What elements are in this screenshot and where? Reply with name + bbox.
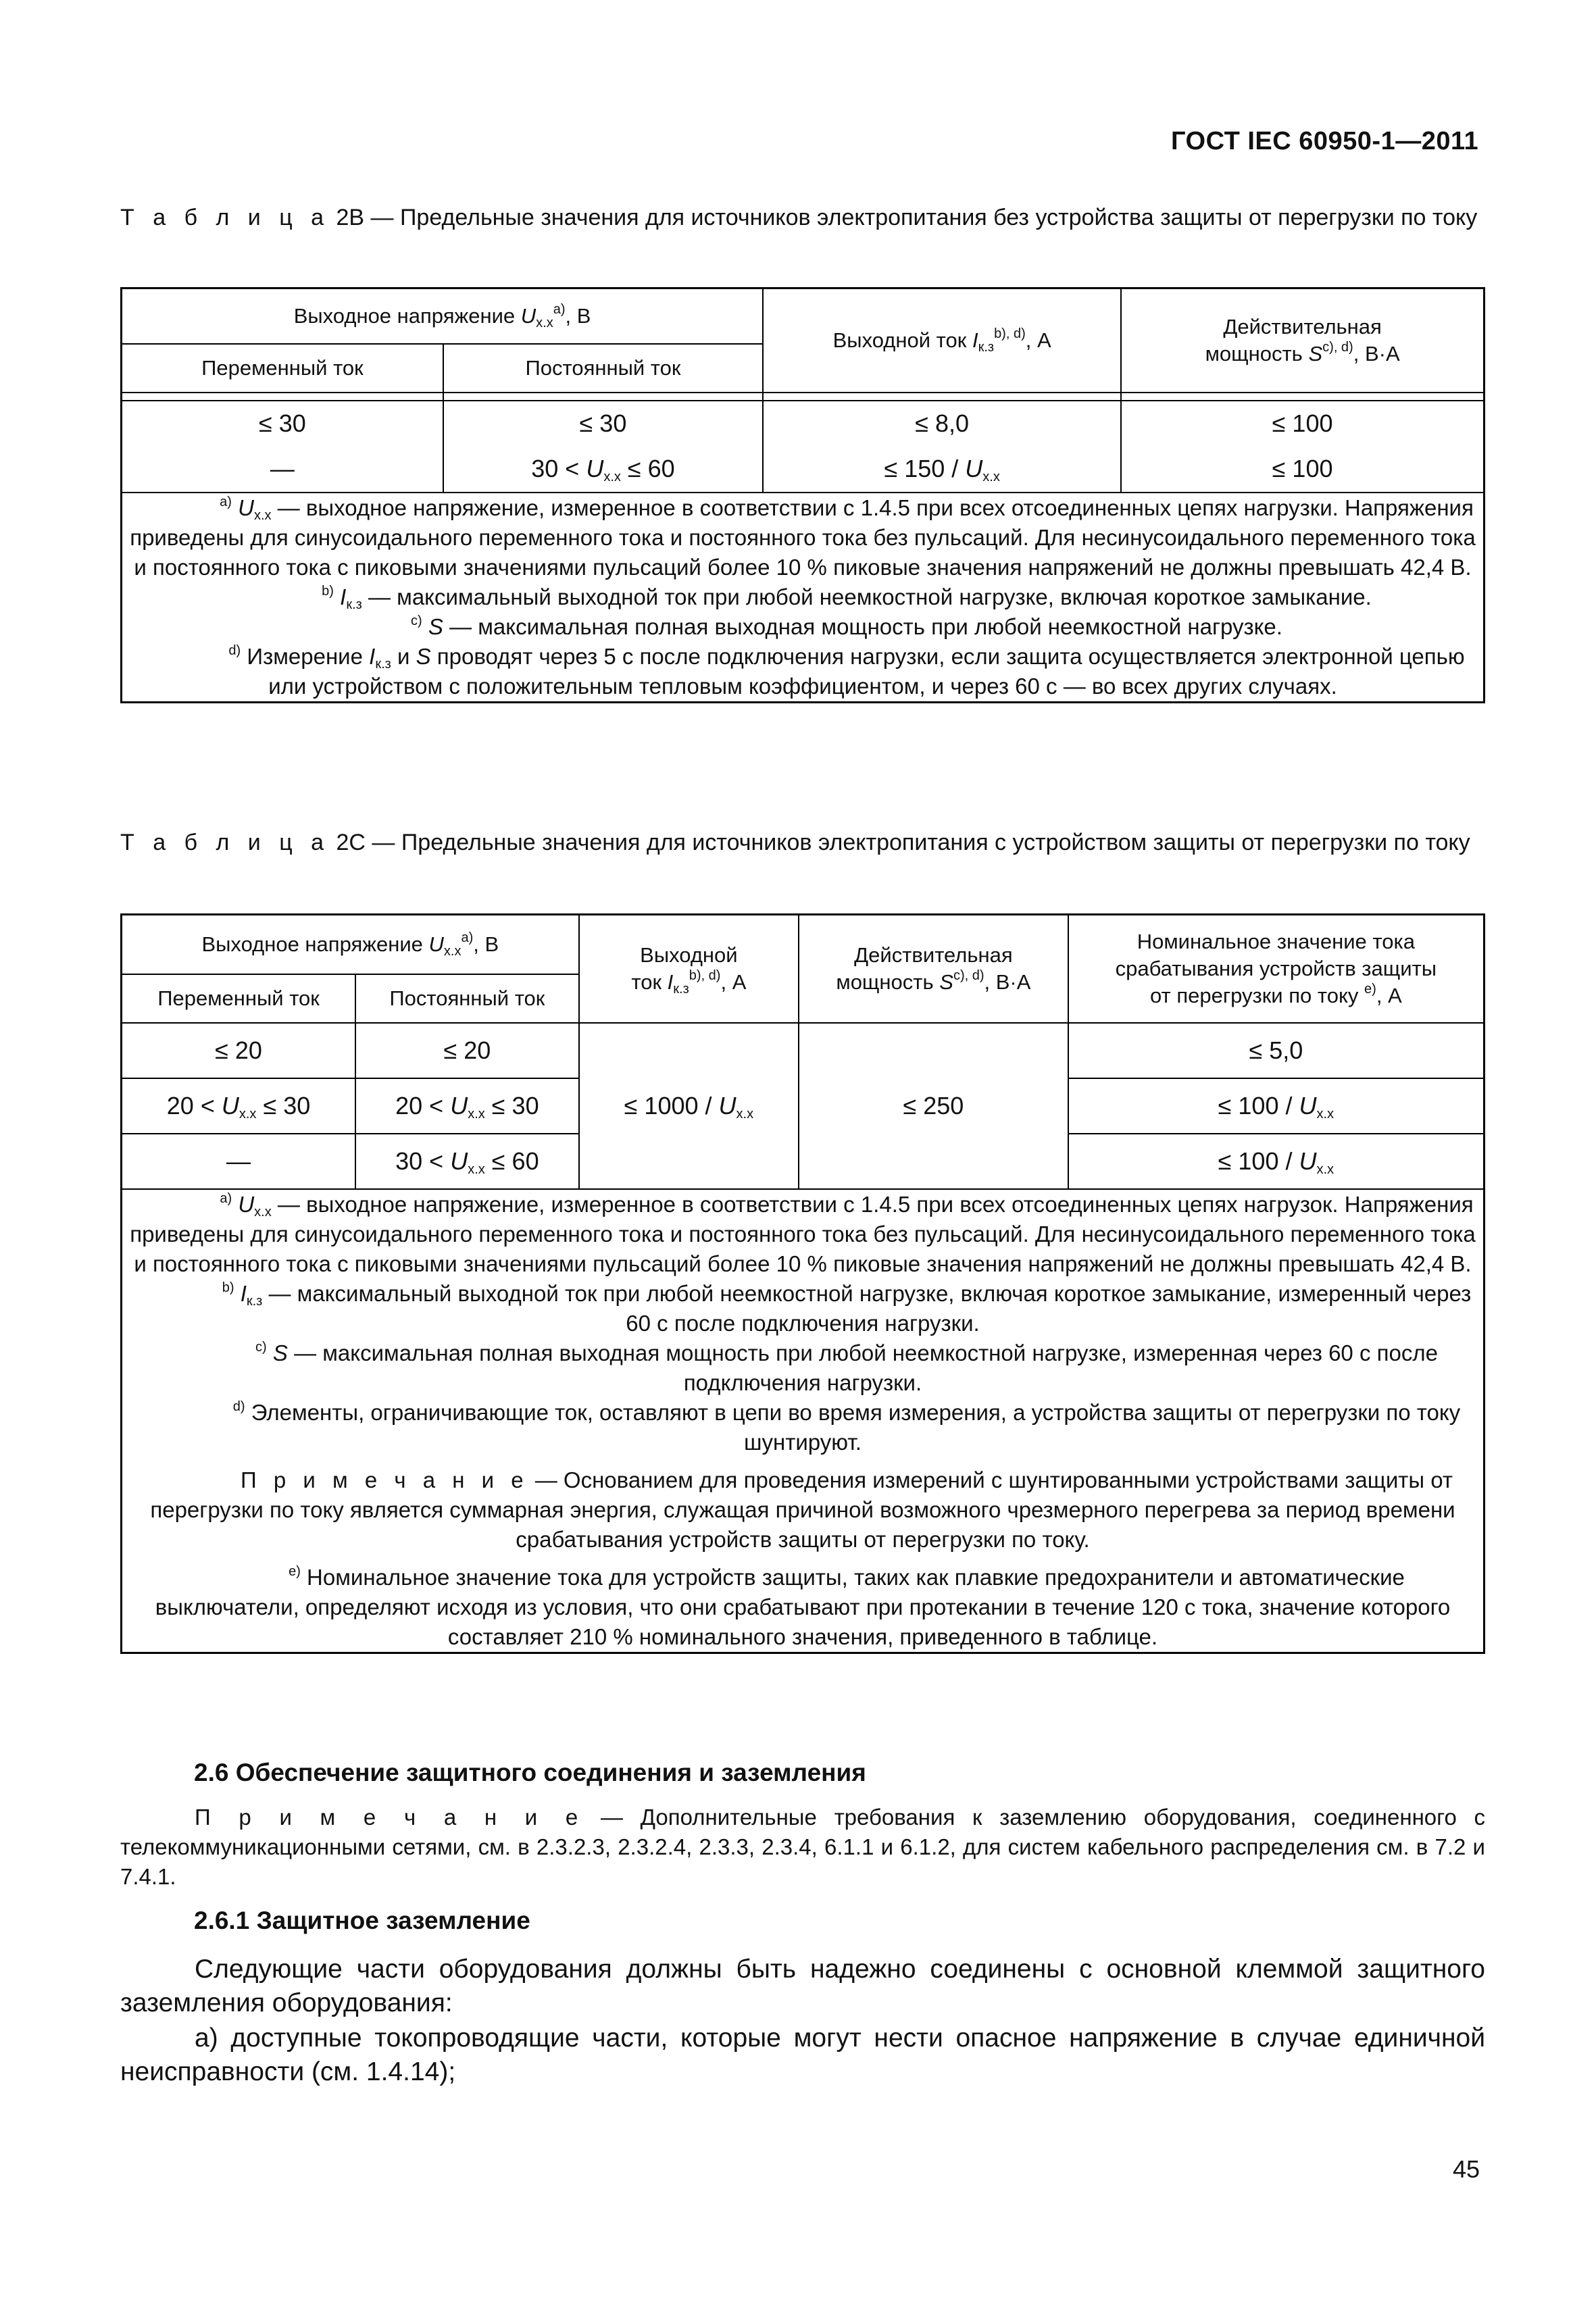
header-dc: Постоянный ток xyxy=(355,974,579,1023)
note-b: $^{b)}$ $I_{к.з}$ — максимальный выходной ток при любой неемкостной нагрузке, включая короткое замыкание, измеренный через 60 с после подключения нагрузки. xyxy=(222,1280,1472,1336)
section-remark: П р и м е ч а н и е — Дополнительные требования к заземлению оборудования, соединенного с телекоммуникационными сетями, см. в 2.3.2.3, 2.3.2.4, 2.3.3, 2.3.4, 6.1.1 и 6.1.2, для систем кабельного распределения см. в 7.2 и 7.4.1. xyxy=(120,1805,1485,1889)
cell: ≤ 5,0 xyxy=(1068,1023,1485,1078)
table-2b xyxy=(120,287,1485,703)
table-remark: П р и м е ч а н и е — Основанием для проведения измерений с шунтированными устройствами защиты от перегрузки по току является суммарная энергия, служащая причиной возможного чрезмерного перегрева за период времени срабатывания устройств защиты от перегрузки по току. xyxy=(150,1467,1455,1552)
note-c: $^{c)}$ S — максимальная полная выходная мощность при любой неемкостной нагрузке. xyxy=(411,613,1282,639)
note-e: $^{е)}$ Номинальное значение тока для устройств защиты, таких как плавкие предохранители и автоматические выключатели, определяют исходя из условия, что они срабатывают при протекании в течение 120 с тока, значение которого составляет 210 % номинального значения, приведенного в таблице. xyxy=(155,1563,1451,1649)
table-2c-caption xyxy=(120,828,1485,857)
paragraph: Следующие части оборудования должны быть надежно соединены с основной клеммой защитного заземления оборудования: xyxy=(120,1955,1485,2017)
cell: ≤ $100 / U_{х.х}$ xyxy=(1068,1078,1485,1134)
subsection-heading: 2.6.1 Защитное заземление xyxy=(194,1907,530,1934)
note-d: $^{d)}$ Измерение $I_{к.з}$ и S проводят через 5 с после подключения нагрузки, если защита осуществляется электронной цепью или устройством с положительным тепловым коэффициентом, и через 60 с — во всех других случаях. xyxy=(228,643,1465,699)
table-notes xyxy=(122,493,1485,703)
cell: — xyxy=(122,1134,356,1189)
section-heading: 2.6 Обеспечение защитного соединения и заземления xyxy=(194,1759,866,1786)
note-a: $^{а)}$ $U_{х.х}$ — выходное напряжение, измеренное в соответствии с 1.4.5 при всех отсоединенных цепях нагрузок. Напряжения приведены для синусоидального переменного тока и постоянного тока без пульсаций. Для несинусоидального переменного тока и постоянного тока с пиковыми значениями пульсаций более 10 % пиковые значения напряжений не должны превышать 42,4 В. xyxy=(130,1190,1476,1276)
header-ac: Переменный ток xyxy=(122,974,356,1023)
cell: $20 < U_{х.х} \le 30$ xyxy=(355,1078,579,1134)
cell: $30 < U_{х.х} \le 60$ xyxy=(443,447,763,493)
cell: ≤ $150 / U_{х.х}$ xyxy=(763,447,1121,493)
list-item: а) доступные токопроводящие части, которые могут нести опасное напряжение в случае единичной неисправности (см. 1.4.14); xyxy=(120,2023,1485,2086)
table-2b-title: 2В — Предельные значения для источников электропитания без устройства защиты от перегрузки по току xyxy=(336,205,1478,230)
cell: ≤ 100 xyxy=(1121,401,1484,447)
table-2c xyxy=(120,913,1485,1654)
note-d: $^{d)}$ Элементы, ограничивающие ток, оставляют в цепи во время измерения, а устройства защиты от перегрузки по току шунтируют. xyxy=(232,1399,1461,1455)
header-ac: Переменный ток xyxy=(122,344,443,393)
cell: ≤ 30 xyxy=(443,401,763,447)
cell-actual-power: ≤ 250 xyxy=(799,1023,1068,1189)
header-actual-power: Действительная мощность $S^{c), d)}$, В·А xyxy=(799,915,1068,1023)
header-output-current: Выходной ток $I_{к.з}^{b), d)}$, А xyxy=(579,915,799,1023)
cell: ≤ 100 xyxy=(1121,447,1484,493)
note-a: $^{а)}$ $U_{х.х}$ — выходное напряжение, измеренное в соответствии с 1.4.5 при всех отсоединенных цепях нагрузки. Напряжения приведены для синусоидального переменного тока и постоянного тока без пульсаций. Для несинусоидального переменного тока и постоянного тока с пиковыми значениями пульсаций более 10 % пиковые значения напряжений не должны превышать 42,4 В. xyxy=(130,494,1476,580)
header-output-voltage: Выходное напряжение $U_{х.х}^{а)}$, В xyxy=(122,288,764,344)
header-rated-current: Номинальное значение тока срабатывания устройств защиты от перегрузки по току $^{е)}$, А xyxy=(1068,915,1485,1023)
cell: $20 < U_{х.х} \le 30$ xyxy=(122,1078,356,1134)
table-label: Т а б л и ц а xyxy=(120,205,330,230)
cell: ≤ 20 xyxy=(122,1023,356,1078)
table-notes xyxy=(122,1189,1485,1653)
page-number: 45 xyxy=(1453,2155,1480,2183)
cell-output-current: ≤ $1000 / U_{х.х}$ xyxy=(579,1023,799,1189)
cell: ≤ 30 xyxy=(122,401,443,447)
header-output-current: Выходной ток $I_{к.з}^{b), d)}$, А xyxy=(763,288,1121,393)
header-actual-power: Действительная мощность $S^{c), d)}$, В·А xyxy=(1121,288,1484,393)
table-row xyxy=(122,401,1485,447)
cell: ≤ 8,0 xyxy=(763,401,1121,447)
header-dc: Постоянный ток xyxy=(443,344,763,393)
table-row xyxy=(122,447,1485,493)
cell: ≤ $100 / U_{х.х}$ xyxy=(1068,1134,1485,1189)
table-label: Т а б л и ц а xyxy=(120,830,330,855)
cell: $30 < U_{х.х} \le 60$ xyxy=(355,1134,579,1189)
note-c: $^{c)}$ S — максимальная полная выходная мощность при любой неемкостной нагрузке, измеренная через 60 с после подключения нагрузки. xyxy=(255,1339,1438,1395)
table-2b-caption xyxy=(120,203,1485,232)
table-row xyxy=(122,1023,1485,1078)
cell: — xyxy=(122,447,443,493)
header-output-voltage: Выходное напряжение $U_{х.х}^{а)}$, В xyxy=(122,915,579,974)
table-2c-title: 2С — Предельные значения для источников электропитания с устройством защиты от перегрузки по току xyxy=(336,830,1470,855)
note-b: $^{b)}$ $I_{к.з}$ — максимальный выходной ток при любой неемкостной нагрузке, включая короткое замыкание. xyxy=(322,583,1372,612)
cell: ≤ 20 xyxy=(355,1023,579,1078)
standard-header: ГОСТ IEC 60950-1—2011 xyxy=(1171,127,1479,155)
